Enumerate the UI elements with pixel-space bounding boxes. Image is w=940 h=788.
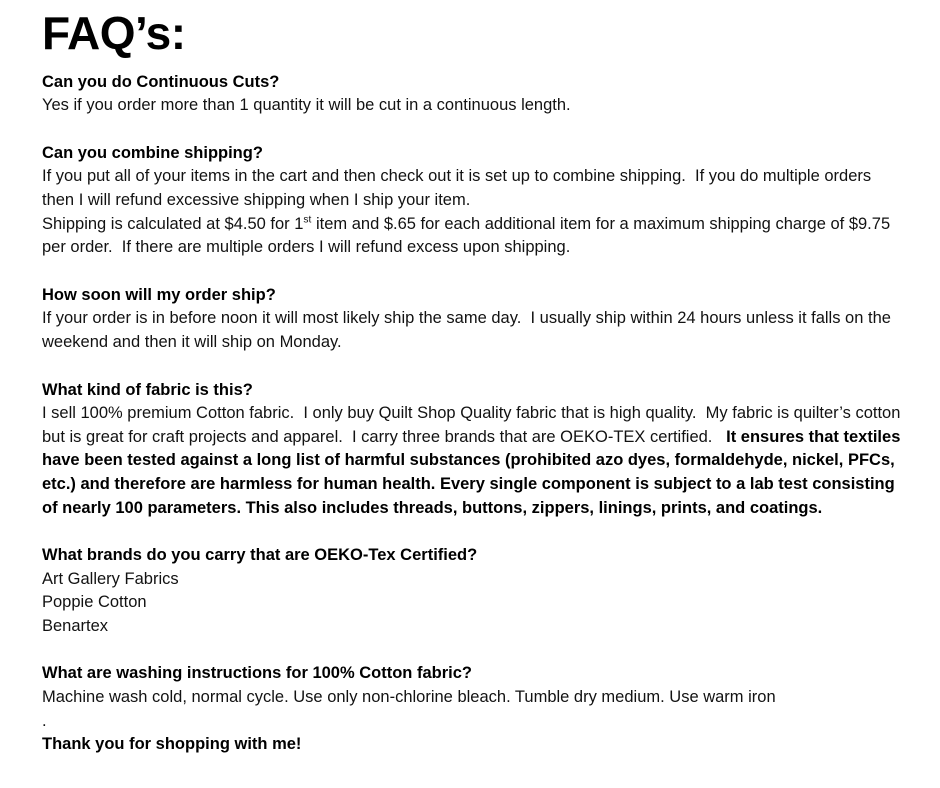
fabric-description-text: I sell 100% premium Cotton fabric. I only buy Quilt Shop Quality fabric that is high quality. My fabric is quilter’s cotton but is great for craft projects and apparel. I carry three brands that are OEKO-TEX certified. <box>42 404 905 446</box>
faq-answer-fabric-kind <box>42 402 905 520</box>
faq-section-washing-instructions <box>42 662 902 756</box>
faq-answer-continuous-cuts: Yes if you order more than 1 quantity it will be cut in a continuous length. <box>42 96 571 115</box>
faq-section-fabric-kind <box>42 379 905 521</box>
faq-question-washing-instructions: What are washing instructions for 100% Cotton fabric? <box>42 664 472 683</box>
brand-item-poppie-cotton: Poppie Cotton <box>42 593 147 612</box>
faq-answer-washing-instructions-period: . <box>42 711 47 730</box>
faq-question-fabric-kind: What kind of fabric is this? <box>42 380 253 399</box>
faq-answer-combine-shipping-p1: If you put all of your items in the cart and then check out it is set up to combine shipping. If you do multiple orders then I will refund excessive shipping when I ship your item. <box>42 167 876 209</box>
faq-question-oeko-tex-brands: What brands do you carry that are OEKO-Tex Certified? <box>42 546 478 565</box>
oeko-tex-description-text: It ensures that textiles have been tested against a long list of harmful substances (prohibited azo dyes, formaldehyde, nickel, PFCs, etc.) and therefore are harmless for human health. Every single component is subject to a lab test consisting of nearly 100 parameters. This also includes threads, buttons, zippers, linings, prints, and coatings. <box>42 427 905 517</box>
faq-section-continuous-cuts <box>42 71 902 118</box>
faq-question-continuous-cuts: Can you do Continuous Cuts? <box>42 72 280 91</box>
brand-item-benartex: Benartex <box>42 616 109 635</box>
faq-section-order-ship-time <box>42 284 902 355</box>
faq-answer-washing-instructions: Machine wash cold, normal cycle. Use only non-chlorine bleach. Tumble dry medium. Use warm iron <box>42 688 776 707</box>
brand-item-art-gallery-fabrics: Art Gallery Fabrics <box>42 569 179 588</box>
faq-section-oeko-tex-brands <box>42 544 902 638</box>
faq-answer-order-ship-time: If your order is in before noon it will most likely ship the same day. I usually ship within 24 hours unless it falls on the weekend and then it will ship on Monday. <box>42 309 896 351</box>
shipping-rate-text-pre: Shipping is calculated at $4.50 for 1 <box>42 214 304 233</box>
closing-thank-you: Thank you for shopping with me! <box>42 735 302 754</box>
superscript-st: st <box>303 214 312 226</box>
faq-section-combine-shipping <box>42 142 902 260</box>
shipping-rate-text-post: item and $.65 for each additional item for a maximum shipping charge of $9.75 per order. If there are multiple orders I will refund excess upon shipping. <box>42 214 895 257</box>
faq-answer-combine-shipping-p2 <box>42 213 902 260</box>
page-title: FAQ’s: <box>42 7 186 59</box>
faq-question-order-ship-time: How soon will my order ship? <box>42 285 276 304</box>
faq-question-combine-shipping: Can you combine shipping? <box>42 143 263 162</box>
